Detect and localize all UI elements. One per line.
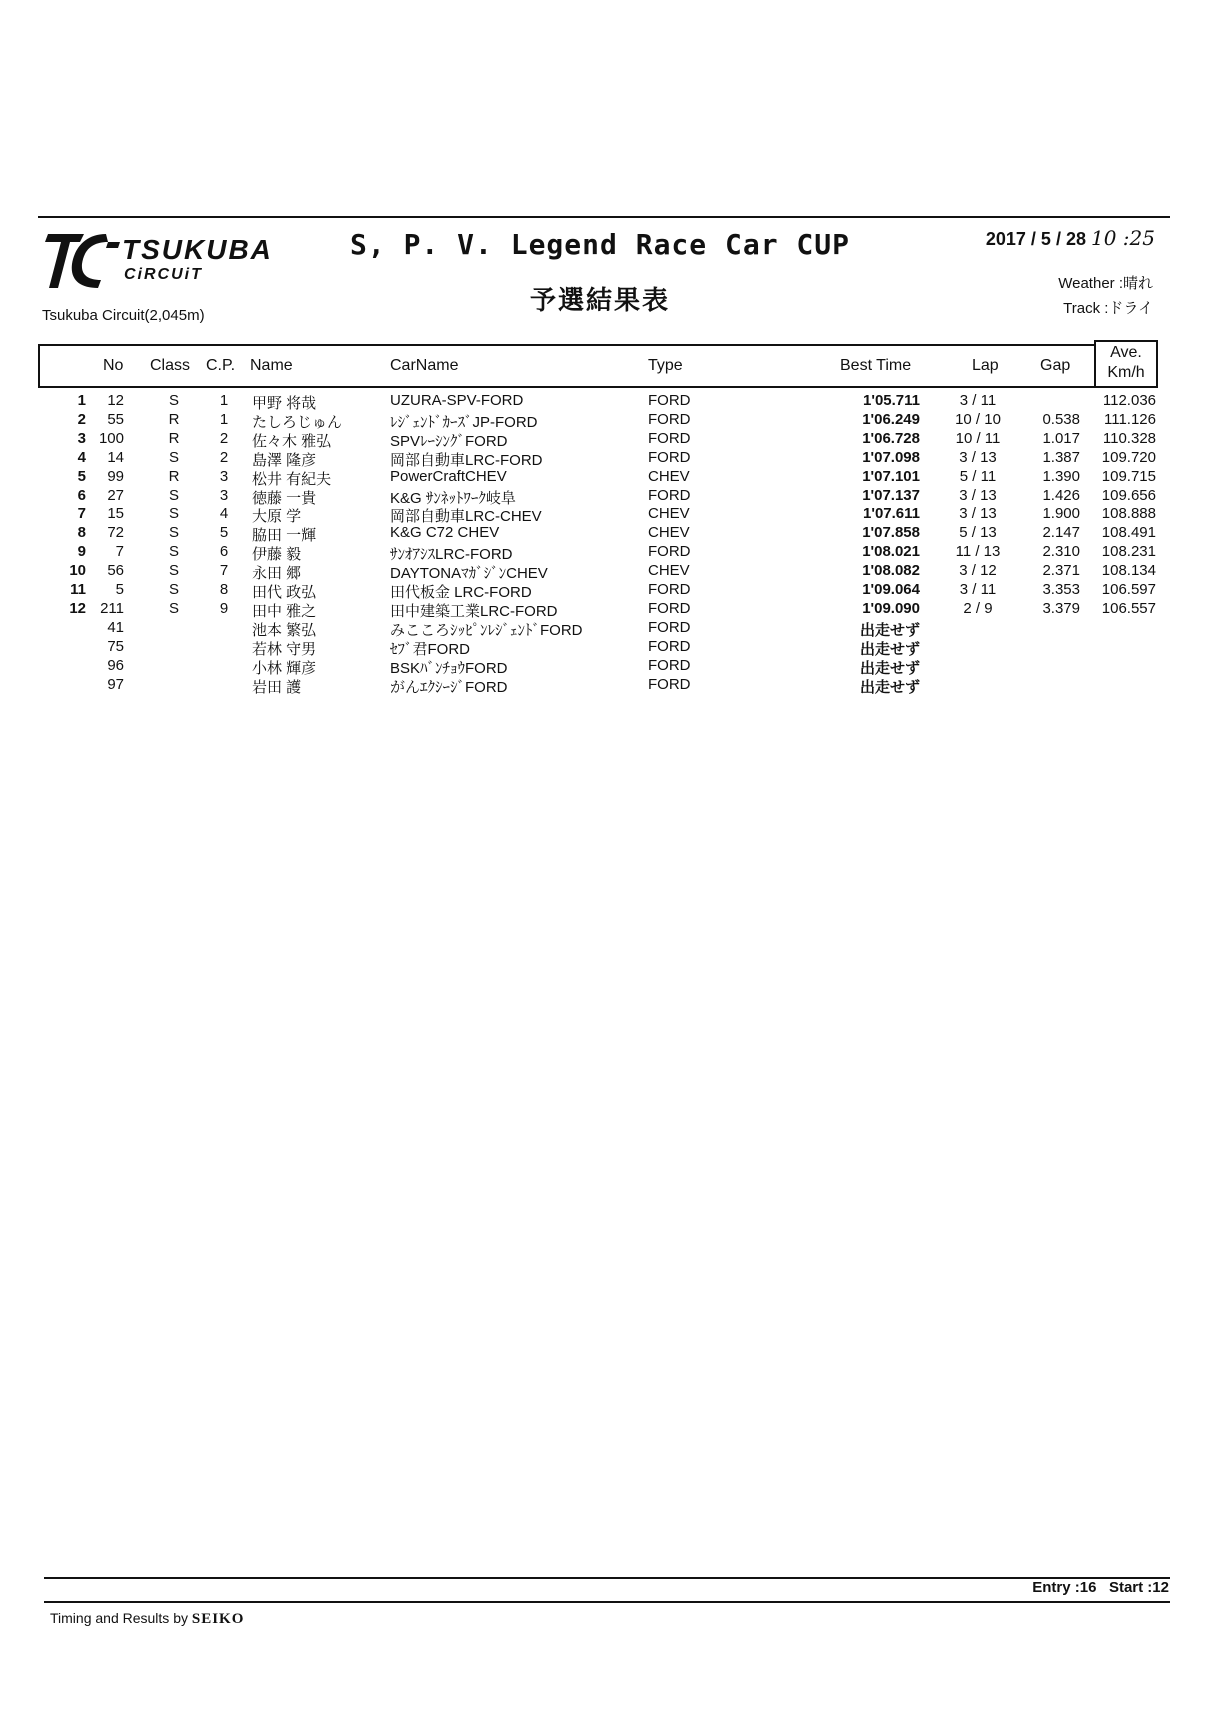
cell-gap: 1.387	[1042, 448, 1080, 466]
cell-name: 田中 雅之	[252, 602, 317, 620]
col-ave-label: Ave.	[1110, 344, 1142, 361]
bottom-rule	[44, 1577, 1170, 1579]
cell-cp: 1	[219, 392, 229, 409]
tsukuba-circuit-logo	[44, 230, 304, 296]
cell-pos: 2	[77, 410, 86, 428]
cell-type: FORD	[648, 410, 691, 428]
cell-ave: 109.656	[1101, 486, 1156, 504]
cell-no: 7	[115, 543, 124, 561]
cell-no: 55	[107, 410, 124, 428]
cell-ave: 108.888	[1101, 505, 1156, 523]
cell-pos: 7	[77, 505, 86, 523]
cell-cls: S	[168, 543, 179, 561]
cell-cp: 6	[219, 543, 229, 561]
cell-ave: 106.557	[1101, 599, 1156, 617]
cell-lap: 3 / 13	[959, 448, 997, 466]
circuit-name: Tsukuba Circuit(2,045m)	[42, 307, 205, 324]
cell-name: 永田 郷	[252, 565, 302, 583]
cell-name: 徳藤 一貴	[252, 489, 317, 507]
cell-lap: 3 / 13	[959, 486, 997, 504]
cell-name: 小林 輝彦	[252, 659, 317, 677]
cell-car: PowerCraftCHEV	[390, 467, 507, 485]
table-row	[0, 600, 1205, 619]
cell-no: 211	[100, 599, 124, 617]
cell-lap: 3 / 13	[959, 505, 997, 523]
cell-lap: 3 / 12	[959, 562, 997, 580]
entry-start-count	[1032, 1579, 1169, 1596]
cell-type: FORD	[648, 543, 691, 561]
cell-cp: 3	[219, 486, 229, 504]
cell-best: 1'07.137	[862, 486, 920, 504]
cell-ave: 106.597	[1101, 581, 1156, 598]
table-row	[0, 449, 1205, 468]
cell-pos: 6	[77, 486, 86, 504]
date-printed: 2017 / 5 / 28	[985, 229, 1086, 249]
cell-name: 佐々木 雅弘	[252, 432, 332, 450]
col-name: Name	[250, 357, 293, 374]
cell-best: 出走せず	[859, 621, 920, 639]
cell-gap: 1.017	[1042, 429, 1080, 447]
cell-lap: 5 / 11	[959, 467, 997, 485]
cell-type: FORD	[648, 637, 691, 655]
col-carname: CarName	[390, 357, 459, 374]
entry-count: Entry :16	[1032, 1579, 1097, 1596]
cell-no: 99	[107, 467, 124, 485]
cell-ave: 108.491	[1101, 524, 1156, 542]
table-row	[0, 411, 1205, 430]
cell-cp: 8	[219, 581, 229, 598]
cell-type: FORD	[648, 599, 691, 617]
table-row	[0, 676, 1205, 695]
col-best-time: Best Time	[840, 357, 912, 374]
cell-type: CHEV	[648, 467, 690, 485]
cell-cls: S	[168, 562, 179, 580]
cell-type: FORD	[648, 618, 691, 636]
cell-cls: S	[168, 486, 179, 504]
date	[986, 226, 1155, 250]
start-count: Start :12	[1108, 1579, 1169, 1596]
cell-no: 75	[107, 637, 124, 655]
tc-logo-icon	[44, 230, 124, 292]
cell-name: 田代 政弘	[252, 584, 317, 601]
cell-car: ﾚｼﾞｪﾝﾄﾞｶｰｽﾞJP-FORD	[390, 413, 538, 431]
cell-best: 1'07.098	[862, 448, 920, 466]
cell-cls: S	[168, 581, 179, 598]
col-type: Type	[648, 357, 683, 374]
table-row	[0, 392, 1205, 411]
cell-gap: 1.900	[1042, 505, 1080, 523]
cell-gap: 3.379	[1042, 599, 1080, 617]
cell-ave: 108.134	[1101, 562, 1156, 580]
cell-cp: 9	[219, 599, 229, 617]
cell-pos: 4	[77, 448, 86, 466]
cell-type: FORD	[648, 392, 691, 409]
cell-type: CHEV	[648, 505, 690, 523]
col-lap: Lap	[972, 357, 999, 374]
cell-best: 1'07.611	[863, 505, 920, 523]
col-class: Class	[150, 357, 191, 374]
cell-best: 出走せず	[859, 659, 920, 677]
cell-no: 41	[107, 618, 124, 636]
cell-no: 27	[107, 486, 124, 504]
table-row	[0, 430, 1205, 449]
col-no: No	[103, 357, 124, 374]
cell-no: 56	[107, 562, 124, 580]
cell-type: CHEV	[648, 524, 690, 542]
cell-best: 1'07.101	[862, 467, 920, 485]
col-ave-unit: Km/h	[1107, 364, 1145, 381]
cell-name: 大原 学	[252, 508, 302, 526]
table-row	[0, 581, 1205, 600]
table-row	[0, 524, 1205, 543]
col-cp: C.P.	[206, 357, 236, 374]
timing-prefix: Timing and Results by	[50, 1610, 188, 1626]
table-row	[0, 487, 1205, 506]
cell-no: 72	[107, 524, 124, 542]
cell-type: FORD	[648, 656, 691, 674]
cell-cp: 7	[219, 562, 229, 580]
cell-gap: 3.353	[1042, 581, 1080, 598]
cell-lap: 11 / 13	[955, 543, 1001, 561]
cell-pos: 12	[69, 599, 86, 617]
logo-word: TSUKUBA	[122, 234, 273, 265]
cell-best: 1'05.711	[863, 392, 920, 409]
cell-best: 出走せず	[859, 678, 920, 696]
cell-cp: 4	[219, 505, 229, 523]
cell-car: ｻﾝｵｱｼｽLRC-FORD	[390, 546, 513, 564]
col-gap: Gap	[1040, 357, 1071, 374]
cell-car: 岡部自動車LRC-CHEV	[390, 508, 542, 526]
col-ave	[1096, 343, 1156, 383]
cell-no: 5	[115, 581, 124, 598]
cell-cls: S	[168, 524, 179, 542]
cell-type: FORD	[648, 429, 691, 447]
cell-name: 池本 繁弘	[252, 621, 317, 639]
cell-lap: 10 / 10	[955, 410, 1001, 428]
cell-gap: 2.310	[1042, 543, 1080, 561]
cell-no: 15	[107, 505, 124, 523]
top-rule	[38, 216, 1170, 218]
bottom-rule-2	[44, 1601, 1170, 1603]
cell-best: 1'06.728	[862, 429, 920, 447]
cell-best: 出走せず	[859, 640, 920, 658]
cell-best: 1'09.064	[862, 581, 920, 598]
cell-best: 1'09.090	[862, 599, 920, 617]
cell-cls: R	[168, 467, 180, 485]
cell-ave: 111.126	[1104, 410, 1156, 428]
track-condition: Track :ドライ	[1063, 300, 1153, 317]
cell-gap: 1.390	[1042, 467, 1080, 485]
cell-best: 1'07.858	[862, 524, 920, 542]
cell-lap: 3 / 11	[959, 392, 997, 409]
cell-gap: 0.538	[1042, 410, 1080, 428]
logo-subword: CiRCUiT	[124, 266, 203, 283]
cell-cls: R	[168, 429, 180, 447]
cell-car: 田代板金 LRC-FORD	[390, 584, 532, 601]
cell-car: がんｴｸｼｰｼﾞFORD	[390, 678, 508, 696]
cell-name: 甲野 将哉	[252, 395, 317, 412]
date-handwritten-time: 10 :25	[1091, 226, 1155, 250]
cell-car: DAYTONAﾏｶﾞｼﾞﾝCHEV	[390, 565, 548, 583]
cell-type: CHEV	[648, 562, 690, 580]
seiko-brand: SEIKO	[191, 1611, 245, 1627]
cell-gap: 2.371	[1042, 562, 1080, 580]
cell-gap: 1.426	[1042, 486, 1080, 504]
cell-ave: 109.715	[1101, 467, 1156, 485]
cell-cp: 3	[219, 467, 229, 485]
cell-ave: 110.328	[1102, 429, 1156, 447]
cell-car: BSKﾊﾞﾝﾁｮｳFORD	[390, 659, 508, 677]
table-row	[0, 638, 1205, 657]
cell-pos: 1	[77, 392, 86, 409]
cell-car: K&G ｻﾝﾈｯﾄﾜｰｸ岐阜	[390, 489, 516, 507]
cell-no: 14	[107, 448, 124, 466]
cell-name: 若林 守男	[252, 640, 317, 658]
cell-cls: S	[168, 392, 179, 409]
cell-no: 96	[107, 656, 124, 674]
cell-cp: 2	[219, 429, 229, 447]
cell-type: FORD	[648, 486, 691, 504]
cell-lap: 2 / 9	[963, 599, 993, 617]
cell-pos: 3	[77, 429, 86, 447]
cell-type: FORD	[648, 675, 691, 693]
table-row	[0, 505, 1205, 524]
cell-car: 田中建築工業LRC-FORD	[390, 602, 558, 620]
weather: Weather :晴れ	[1058, 275, 1153, 292]
cell-car: UZURA-SPV-FORD	[390, 392, 524, 409]
cell-gap: 2.147	[1042, 524, 1080, 542]
cell-no: 12	[107, 392, 124, 409]
cell-pos: 5	[77, 467, 86, 485]
cell-cls: S	[168, 448, 179, 466]
cell-type: FORD	[648, 581, 691, 598]
cell-name: たしろじゅん	[252, 413, 343, 431]
cell-name: 島澤 隆彦	[252, 451, 317, 469]
cell-ave: 109.720	[1101, 448, 1156, 466]
cell-no: 97	[107, 675, 124, 693]
page-title: S, P. V. Legend Race Car CUP	[350, 228, 851, 261]
cell-cls: R	[168, 410, 180, 428]
table-row	[0, 562, 1205, 581]
cell-car: SPVﾚｰｼﾝｸﾞFORD	[390, 432, 508, 450]
table-row	[0, 543, 1205, 562]
cell-lap: 3 / 11	[959, 581, 997, 598]
cell-no: 100	[98, 429, 124, 447]
timing-credit	[50, 1610, 244, 1628]
cell-car: K&G C72 CHEV	[390, 524, 500, 542]
cell-name: 岩田 護	[252, 678, 302, 696]
cell-type: FORD	[648, 448, 691, 466]
cell-name: 伊藤 毅	[252, 546, 302, 564]
cell-lap: 5 / 13	[959, 524, 997, 542]
cell-pos: 9	[77, 543, 86, 561]
cell-best: 1'08.082	[862, 562, 920, 580]
cell-cp: 5	[219, 524, 229, 542]
cell-name: 松井 有紀夫	[252, 470, 332, 488]
cell-pos: 8	[77, 524, 86, 542]
cell-car: 岡部自動車LRC-FORD	[390, 451, 543, 469]
cell-lap: 10 / 11	[955, 429, 1001, 447]
page-subtitle: 予選結果表	[529, 286, 670, 316]
table-row	[0, 657, 1205, 676]
cell-car: みこころｼｯﾋﾟﾝﾚｼﾞｪﾝﾄﾞFORD	[390, 621, 583, 639]
cell-pos: 11	[70, 581, 86, 598]
cell-car: ｾﾌﾞ君FORD	[390, 640, 470, 658]
table-row	[0, 619, 1205, 638]
cell-name: 脇田 一輝	[252, 527, 317, 545]
cell-cls: S	[168, 505, 179, 523]
cell-cp: 1	[219, 410, 229, 428]
cell-cls: S	[168, 599, 179, 617]
cell-ave: 108.231	[1101, 543, 1156, 561]
table-row	[0, 468, 1205, 487]
cell-best: 1'06.249	[862, 410, 920, 428]
cell-best: 1'08.021	[862, 543, 920, 561]
cell-ave: 112.036	[1102, 392, 1156, 409]
cell-pos: 10	[69, 562, 86, 580]
cell-cp: 2	[219, 448, 229, 466]
